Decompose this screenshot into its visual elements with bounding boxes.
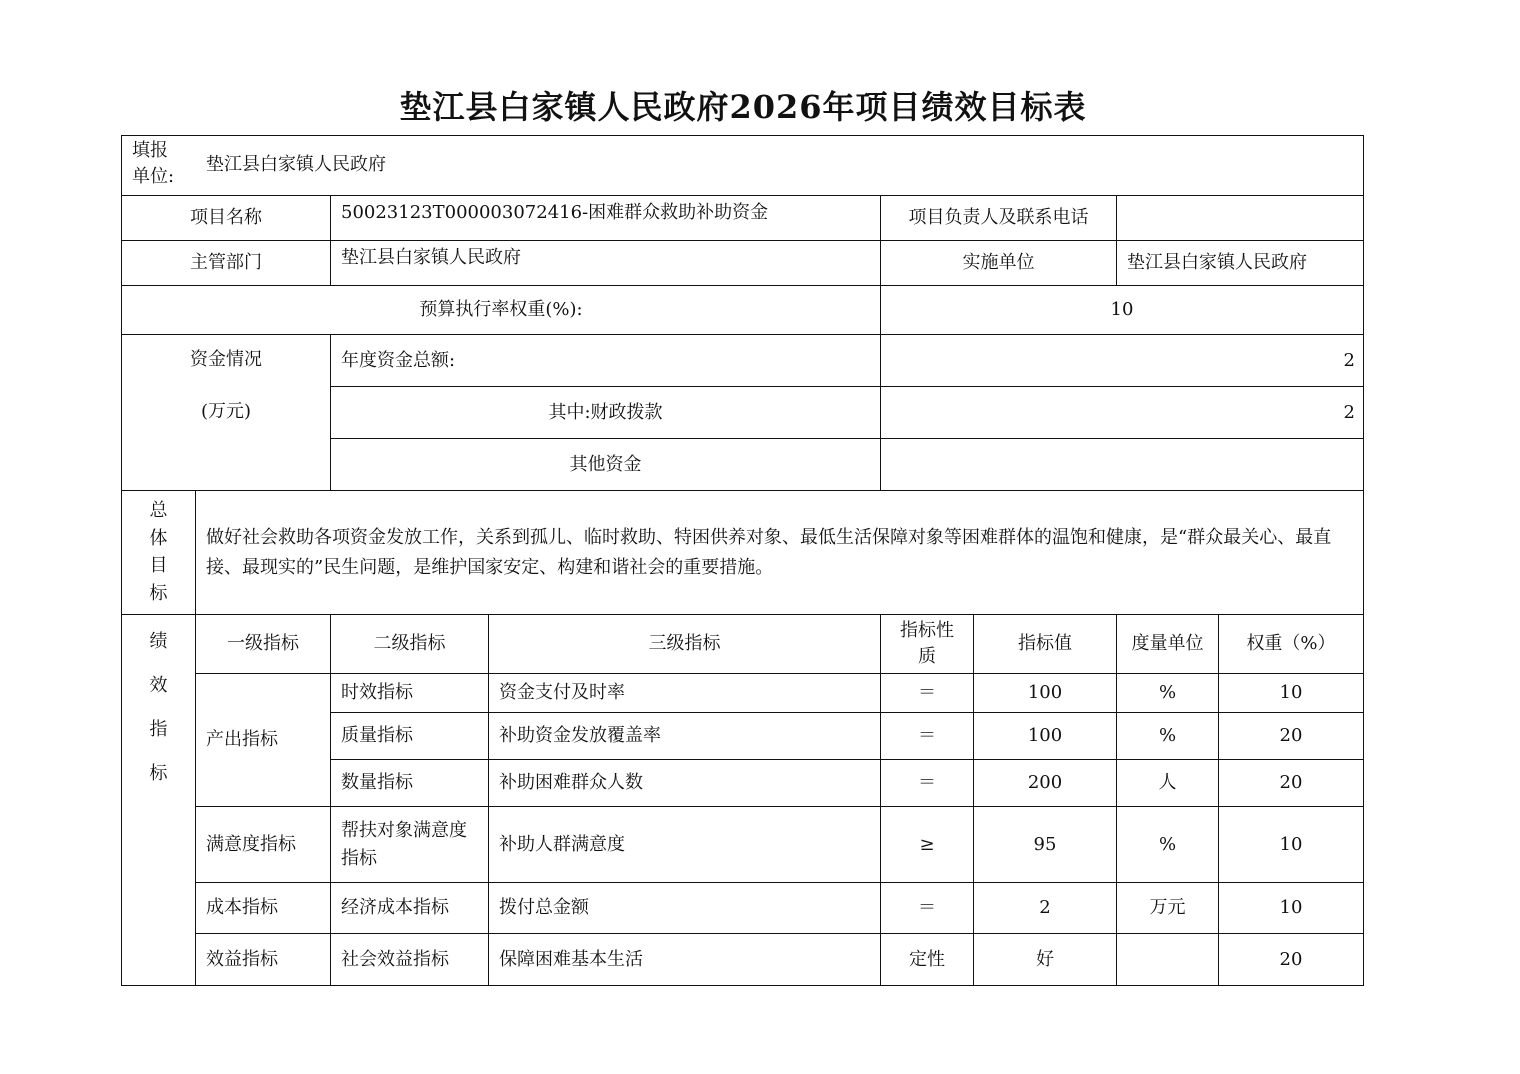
reporting-unit-label-line1: 填报 bbox=[132, 140, 168, 161]
table-row-5-nature: 定性 bbox=[880, 933, 974, 986]
group-output: 产出指标 bbox=[195, 673, 331, 807]
table-row-5-weight: 20 bbox=[1218, 933, 1364, 986]
funds-label-line1: 资金情况 bbox=[190, 349, 262, 370]
table-row-0-value: 100 bbox=[973, 673, 1117, 713]
table-row-0-unit: % bbox=[1116, 673, 1219, 713]
project-name-label: 项目名称 bbox=[121, 195, 331, 241]
indicators-label bbox=[121, 614, 196, 986]
contact-value bbox=[1116, 195, 1364, 241]
col-header-value: 指标值 bbox=[973, 614, 1117, 674]
project-name-value: 50023123T000003072416-困难群众救助补助资金 bbox=[330, 195, 881, 241]
reporting-unit-row bbox=[121, 135, 1364, 196]
table-row-1-level2: 质量指标 bbox=[330, 712, 489, 760]
reporting-unit-label bbox=[132, 138, 174, 190]
impl-value: 垫江县白家镇人民政府 bbox=[1116, 240, 1364, 286]
goal-label-char: 目 bbox=[149, 555, 168, 577]
table-row-5-unit bbox=[1116, 933, 1219, 986]
table-row-1-weight: 20 bbox=[1218, 712, 1364, 760]
col-header-level2: 二级指标 bbox=[330, 614, 489, 674]
table-row-4-level3: 拨付总金额 bbox=[488, 882, 881, 934]
table-row-4-unit: 万元 bbox=[1116, 882, 1219, 934]
table-row-3-value: 95 bbox=[973, 806, 1117, 883]
budget-weight-value: 10 bbox=[880, 285, 1364, 335]
table-row-5-level2: 社会效益指标 bbox=[330, 933, 489, 986]
funds-other-label: 其他资金 bbox=[330, 438, 881, 491]
group-cost: 成本指标 bbox=[195, 882, 331, 934]
table-row-4-nature: ＝ bbox=[880, 882, 974, 934]
table-row-2-value: 200 bbox=[973, 759, 1117, 807]
reporting-unit-label-line2: 单位: bbox=[132, 166, 175, 187]
funds-label bbox=[121, 334, 331, 491]
table-row-1-unit: % bbox=[1116, 712, 1219, 760]
table-row-0-weight: 10 bbox=[1218, 673, 1364, 713]
indicators-label-char: 标 bbox=[149, 763, 168, 784]
indicators-label-char: 效 bbox=[149, 675, 168, 696]
table-row-0-level3: 资金支付及时率 bbox=[488, 673, 881, 713]
reporting-unit-value: 垫江县白家镇人民政府 bbox=[206, 154, 386, 175]
table-row-3-level2 bbox=[330, 806, 489, 883]
goal-text bbox=[195, 490, 1364, 615]
table-row-3-weight: 10 bbox=[1218, 806, 1364, 883]
dept-value: 垫江县白家镇人民政府 bbox=[330, 240, 881, 286]
col-header-nature bbox=[880, 614, 974, 674]
budget-weight-label: 预算执行率权重(%): bbox=[121, 285, 881, 335]
table-row-1-level3: 补助资金发放覆盖率 bbox=[488, 712, 881, 760]
table-row-4-weight: 10 bbox=[1218, 882, 1364, 934]
indicators-label-char: 指 bbox=[149, 719, 168, 740]
col-header-level3: 三级指标 bbox=[488, 614, 881, 674]
goal-label-char: 标 bbox=[149, 583, 168, 605]
table-row-2-level3: 补助困难群众人数 bbox=[488, 759, 881, 807]
goal-label-char: 体 bbox=[149, 527, 168, 549]
table-row-2-unit: 人 bbox=[1116, 759, 1219, 807]
table-row-2-level2: 数量指标 bbox=[330, 759, 489, 807]
goal-label bbox=[121, 490, 196, 615]
goal-label-char: 总 bbox=[149, 499, 168, 521]
col-header-unit: 度量单位 bbox=[1116, 614, 1219, 674]
table-row-2-weight: 20 bbox=[1218, 759, 1364, 807]
funds-label-line2: (万元) bbox=[200, 401, 252, 422]
contact-label: 项目负责人及联系电话 bbox=[880, 195, 1117, 241]
table-row-0-level2: 时效指标 bbox=[330, 673, 489, 713]
table-row-5-value: 好 bbox=[973, 933, 1117, 986]
dept-label: 主管部门 bbox=[121, 240, 331, 286]
indicators-label-char: 绩 bbox=[149, 631, 168, 652]
group-satisfaction: 满意度指标 bbox=[195, 806, 331, 883]
impl-label: 实施单位 bbox=[880, 240, 1117, 286]
table-row-1-value: 100 bbox=[973, 712, 1117, 760]
funds-other-value bbox=[880, 438, 1364, 491]
funds-fiscal-value: 2 bbox=[880, 386, 1364, 439]
group-benefit: 效益指标 bbox=[195, 933, 331, 986]
table-row-3-level3: 补助人群满意度 bbox=[488, 806, 881, 883]
table-row-5-level3: 保障困难基本生活 bbox=[488, 933, 881, 986]
table-row-0-nature: ＝ bbox=[880, 673, 974, 713]
table-row-3-level2-text: 帮扶对象满意度指标 bbox=[341, 819, 467, 869]
table-row-2-nature: ＝ bbox=[880, 759, 974, 807]
goal-text-content: 做好社会救助各项资金发放工作，关系到孤儿、临时救助、特困供养对象、最低生活保障对象等困难群体的温饱和健康，是“群众最关心、最直接、最现实的”民生问题，是维护国家安定、构建和谐社会的重要措施。 bbox=[206, 526, 1332, 578]
col-header-level1: 一级指标 bbox=[195, 614, 331, 674]
table-row-3-nature: ≥ bbox=[880, 806, 974, 883]
funds-total-value: 2 bbox=[880, 334, 1364, 387]
col-header-weight: 权重（%） bbox=[1218, 614, 1364, 674]
funds-total-label: 年度资金总额: bbox=[330, 334, 881, 387]
col-header-nature-text: 指标性质 bbox=[900, 620, 954, 667]
table-row-3-unit: % bbox=[1116, 806, 1219, 883]
table-row-4-level2: 经济成本指标 bbox=[330, 882, 489, 934]
table-row-1-nature: ＝ bbox=[880, 712, 974, 760]
page-title: 垫江县白家镇人民政府2026年项目绩效目标表 bbox=[399, 88, 1087, 126]
table-row-4-value: 2 bbox=[973, 882, 1117, 934]
funds-fiscal-label: 其中:财政拨款 bbox=[330, 386, 881, 439]
